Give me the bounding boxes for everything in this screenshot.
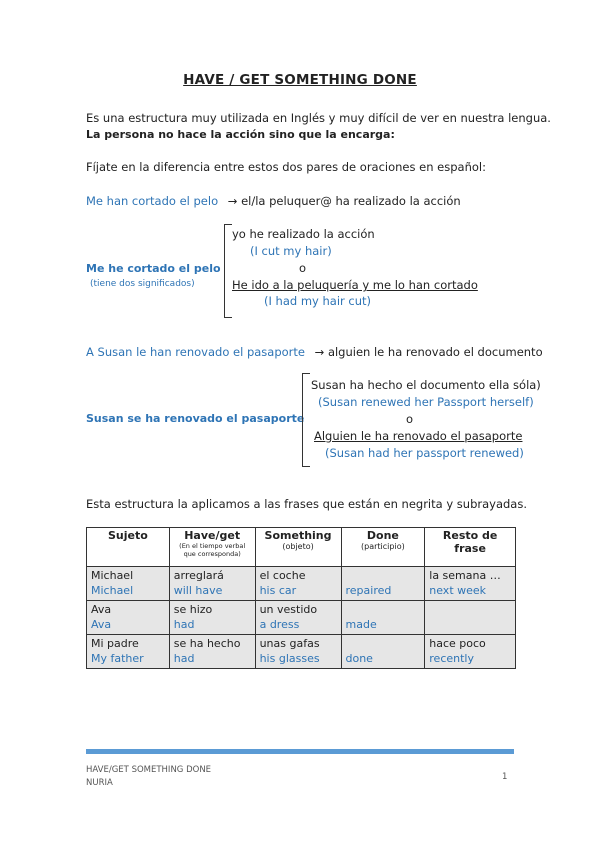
table-header-row bbox=[87, 528, 516, 567]
cell-resto bbox=[425, 601, 516, 635]
table-intro: Esta estructura la aplicamos a las frases que están en negrita y subrayadas. bbox=[86, 497, 527, 511]
cell-have: se hizo had bbox=[169, 601, 255, 635]
cell-something: unas gafas his glasses bbox=[255, 635, 341, 669]
table-row bbox=[87, 601, 516, 635]
grammar-table bbox=[86, 527, 516, 669]
header-something: Something (objeto) bbox=[255, 528, 341, 567]
cell-sujeto: Michael Michael bbox=[87, 567, 170, 601]
pair2-option-a: Susan ha hecho el documento ella sóla) bbox=[311, 378, 541, 392]
pair1-explanation: el/la peluquer@ ha realizado la acción bbox=[241, 194, 461, 208]
footer-author: NURIA bbox=[86, 778, 113, 788]
pair1-option-b-en: (I had my hair cut) bbox=[264, 294, 372, 308]
cell-done: repaired bbox=[341, 567, 425, 601]
table-row bbox=[87, 567, 516, 601]
header-resto: Resto de frase bbox=[425, 528, 516, 567]
footer-divider bbox=[86, 749, 514, 754]
cell-sujeto: Mi padre My father bbox=[87, 635, 170, 669]
pair2-option-a-en: (Susan renewed her Passport herself) bbox=[318, 395, 534, 409]
pair1-bracket bbox=[224, 224, 232, 318]
cell-sujeto: Ava Ava bbox=[87, 601, 170, 635]
pair1-sentence: Me han cortado el pelo bbox=[86, 194, 219, 208]
pair2-main: Susan se ha renovado el pasaporte bbox=[86, 412, 305, 425]
pair1-option-a: yo he realizado la acción bbox=[232, 227, 375, 241]
pair2-option-b-en: (Susan had her passport renewed) bbox=[325, 446, 524, 460]
footer-title: HAVE/GET SOMETHING DONE bbox=[86, 765, 212, 775]
intro-text: Es una estructura muy utilizada en Inglés y muy difícil de ver en nuestra lengua. bbox=[86, 111, 551, 125]
arrow-icon: → bbox=[227, 194, 238, 208]
page-title: HAVE / GET SOMETHING DONE bbox=[183, 72, 417, 88]
intro-emphasis: La persona no hace la acción sino que la encarga: bbox=[86, 128, 395, 141]
pair2-sentence: A Susan le han renovado el pasaporte bbox=[86, 345, 305, 359]
cell-have: se ha hecho had bbox=[169, 635, 255, 669]
cell-resto: hace poco recently bbox=[425, 635, 516, 669]
header-done: Done (participio) bbox=[341, 528, 425, 567]
cell-resto: la semana … next week bbox=[425, 567, 516, 601]
pair1-option-a-en: (I cut my hair) bbox=[250, 244, 332, 258]
pair2-explanation: alguien le ha renovado el documento bbox=[327, 345, 543, 359]
pair2-bracket bbox=[302, 373, 310, 467]
arrow-icon: → bbox=[314, 345, 325, 359]
pair2-or: o bbox=[406, 412, 414, 426]
pair2-option-b: Alguien le ha renovado el pasaporte bbox=[314, 429, 523, 443]
pair1-option-b: He ido a la peluquería y me lo han cortado bbox=[232, 278, 478, 292]
pair1-main: Me he cortado el pelo bbox=[86, 262, 221, 275]
table-row bbox=[87, 635, 516, 669]
header-sujeto: Sujeto bbox=[87, 528, 170, 567]
pair1-or: o bbox=[299, 261, 307, 275]
cell-something: un vestido a dress bbox=[255, 601, 341, 635]
pair1-note: (tiene dos significados) bbox=[90, 279, 195, 289]
cell-have: arreglará will have bbox=[169, 567, 255, 601]
cell-something: el coche his car bbox=[255, 567, 341, 601]
header-have-get: Have/get (En el tiempo verbal que corresponda) bbox=[169, 528, 255, 567]
cell-done: made bbox=[341, 601, 425, 635]
pair2-line bbox=[86, 345, 543, 359]
cell-done: done bbox=[341, 635, 425, 669]
intro-instruction: Fíjate en la diferencia entre estos dos pares de oraciones en español: bbox=[86, 160, 486, 174]
pair1-line bbox=[86, 194, 461, 208]
page-number: 1 bbox=[502, 772, 508, 782]
